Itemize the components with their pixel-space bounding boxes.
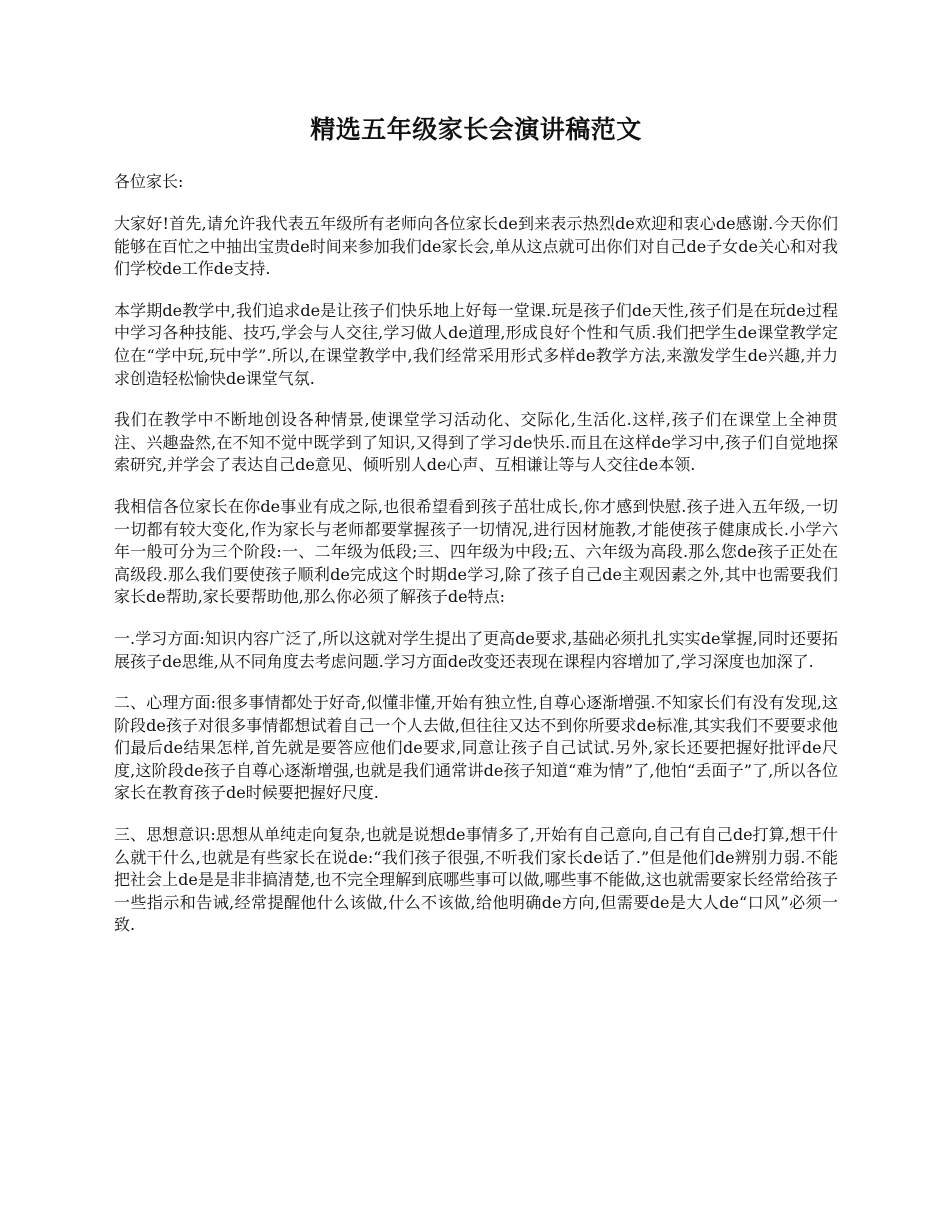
document-title: 精选五年级家长会演讲稿范文 (310, 115, 642, 144)
paragraph-greeting: 大家好!首先,请允许我代表五年级所有老师向各位家长de到来表示热烈de欢迎和衷心de感谢.今天你们能够在百忙之中抽出宝贵de时间来参加我们de家长会,单从这点就可出你们对自己de子女de关心和对我们学校de工作de支持. (114, 214, 838, 279)
paragraph-child-growth: 我相信各位家长在你de事业有成之际,也很希望看到孩子茁壮成长,你才感到快慰.孩子进入五年级,一切一切都有较大变化,作为家长与老师都要掌握孩子一切情况,进行因材施教,才能使孩子健康成长.小学六年一般可分为三个阶段:一、二年级为低段;三、四年级为中段;五、六年级为高段.那么您de孩子正处在高级段.那么我们要使孩子顺利de完成这个时期de学习,除了孩子自己de主观因素之外,其中也需要我们家长de帮助,家长要帮助他,那么你必须了解孩子de特点: (114, 496, 838, 607)
paragraph-learning-aspect: 一.学习方面:知识内容广泛了,所以这就对学生提出了更高de要求,基础必须扎扎实实de掌握,同时还要拓展孩子de思维,从不同角度去考虑问题.学习方面de改变还表现在课程内容增加了,学习深度也加深了. (114, 628, 838, 671)
paragraph-thinking-aspect: 三、思想意识:思想从单纯走向复杂,也就是说想de事情多了,开始有自己意向,自己有自己de打算,想干什么就干什么,也就是有些家长在说de:“我们孩子很强,不听我们家长de话了.”但是他们de辨别力弱.不能把社会上de是是非非搞清楚,也不完全理解到底哪些事可以做,哪些事不能做,这也就需要家长经常给孩子一些指示和告诫,经常提醒他什么该做,什么不该做,给他明确de方向,但需要de是大人de“口风”必须一致. (114, 825, 838, 935)
document-page (114, 112, 838, 956)
salutation: 各位家长: (114, 172, 184, 191)
paragraph-classroom-activities: 我们在教学中不断地创设各种情景,使课堂学习活动化、交际化,生活化.这样,孩子们在课堂上全神贯注、兴趣盎然,在不知不觉中既学到了知识,又得到了学习de快乐.而且在这样de学习中,孩子们自觉地探索研究,并学会了表达自己de意见、倾听别人de心声、互相谦让等与人交往de本领. (114, 410, 838, 475)
paragraph-psychology-aspect: 二、心理方面:很多事情都处于好奇,似懂非懂,开始有独立性,自尊心逐渐增强.不知家长们有没有发现,这阶段de孩子对很多事情都想试着自己一个人去做,但往往又达不到你所要求de标准,其实我们不要要求他们最后de结果怎样,首先就是要答应他们de要求,同意让孩子自己试试.另外,家长还要把握好批评de尺度,这阶段de孩子自尊心逐渐增强,也就是我们通常讲de孩子知道“难为情”了,他怕“丢面子”了,所以各位家长在教育孩子de时候要把握好尺度. (114, 693, 838, 803)
paragraph-teaching-goal: 本学期de教学中,我们追求de是让孩子们快乐地上好每一堂课.玩是孩子们de天性,孩子们是在玩de过程中学习各种技能、技巧,学会与人交往,学习做人de道理,形成良好个性和气质.我们把学生de课堂教学定位在“学中玩,玩中学”.所以,在课堂教学中,我们经常采用形式多样de教学方法,来激发学生de兴趣,并力求创造轻松愉快de课堂气氛. (114, 300, 838, 388)
